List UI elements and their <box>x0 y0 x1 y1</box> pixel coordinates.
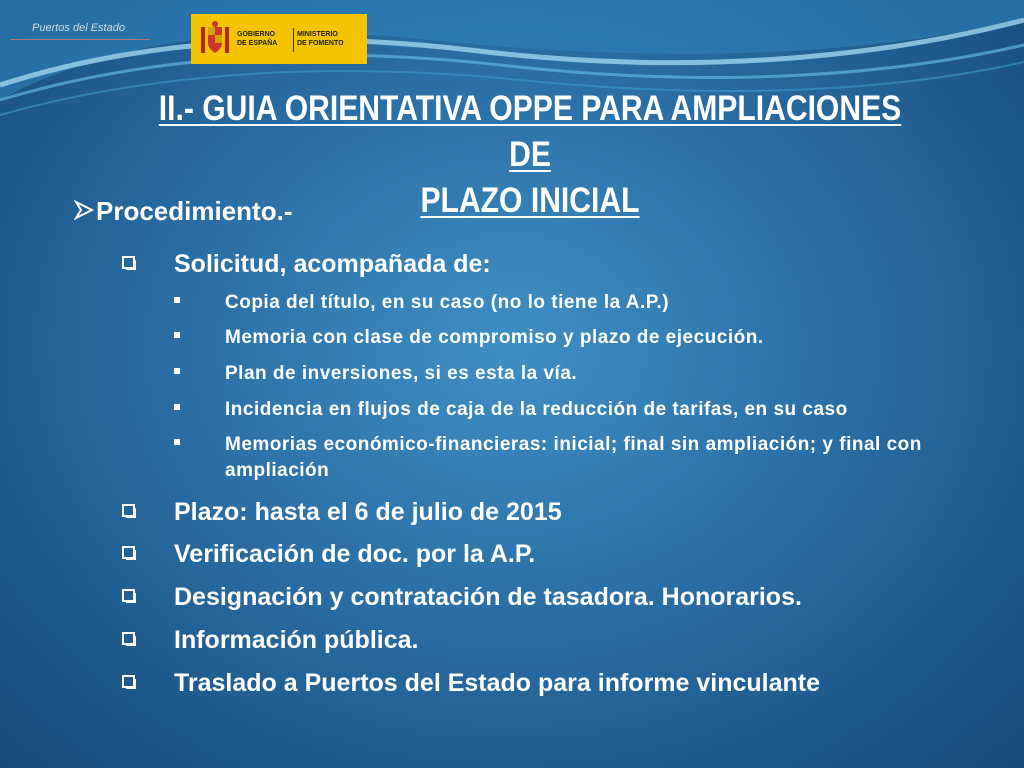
puertos-logo <box>10 22 150 46</box>
min-line2: DE FOMENTO <box>297 40 344 47</box>
checkbox-bullet-icon <box>122 675 136 689</box>
list-item-label: Solicitud, acompañada de: <box>174 250 491 278</box>
min-line1: MINISTERIO <box>297 31 338 38</box>
gobierno-text <box>237 30 297 48</box>
square-bullet-icon <box>174 332 180 338</box>
gov-line1: GOBIERNO <box>237 31 276 38</box>
square-bullet-icon <box>174 439 180 445</box>
sub-item-label: Plan de inversiones, si es esta la vía. <box>225 363 578 384</box>
checkbox-bullet-icon <box>122 589 136 603</box>
checkbox-bullet-icon <box>122 632 136 646</box>
checkbox-bullet-icon <box>122 256 136 270</box>
gobierno-logo <box>191 14 367 64</box>
coat-of-arms-icon <box>199 21 231 57</box>
puertos-logo-text: Puertos del Estado <box>32 22 125 34</box>
square-bullet-icon <box>174 404 180 410</box>
list-item-label: Información pública. <box>174 626 419 654</box>
section-label: Procedimiento.- <box>96 196 293 226</box>
gov-line2: DE ESPAÑA <box>237 40 278 47</box>
sub-item-label: Incidencia en flujos de caja de la reducción de tarifas, en su caso <box>225 399 848 420</box>
arrow-bullet-icon <box>74 196 96 227</box>
sub-item-label: Memorias económico-financieras: inicial; final sin ampliación; y final con ampliación <box>225 434 922 481</box>
sub-item-label: Memoria con clase de compromiso y plazo de ejecución. <box>225 327 764 348</box>
logo-separator <box>293 28 294 52</box>
title-line1: II.- GUIA ORIENTATIVA OPPE PARA AMPLIACIONES DE <box>158 89 902 174</box>
list-item-label: Traslado a Puertos del Estado para informe vinculante <box>174 669 821 697</box>
list-item-label: Designación y contratación de tasadora. Honorarios. <box>174 583 802 611</box>
sub-item-label: Copia del título, en su caso (no lo tiene la A.P.) <box>225 292 670 313</box>
square-bullet-icon <box>174 368 180 374</box>
section-heading <box>74 196 292 227</box>
checkbox-bullet-icon <box>122 546 136 560</box>
list-item-label: Plazo: hasta el 6 de julio de 2015 <box>174 498 562 526</box>
checkbox-bullet-icon <box>122 504 136 518</box>
ministerio-text <box>297 30 357 48</box>
list-item-label: Verificación de doc. por la A.P. <box>174 540 536 568</box>
title-line2: PLAZO INICIAL <box>420 181 640 220</box>
logo-underline <box>10 39 150 40</box>
square-bullet-icon <box>174 297 180 303</box>
